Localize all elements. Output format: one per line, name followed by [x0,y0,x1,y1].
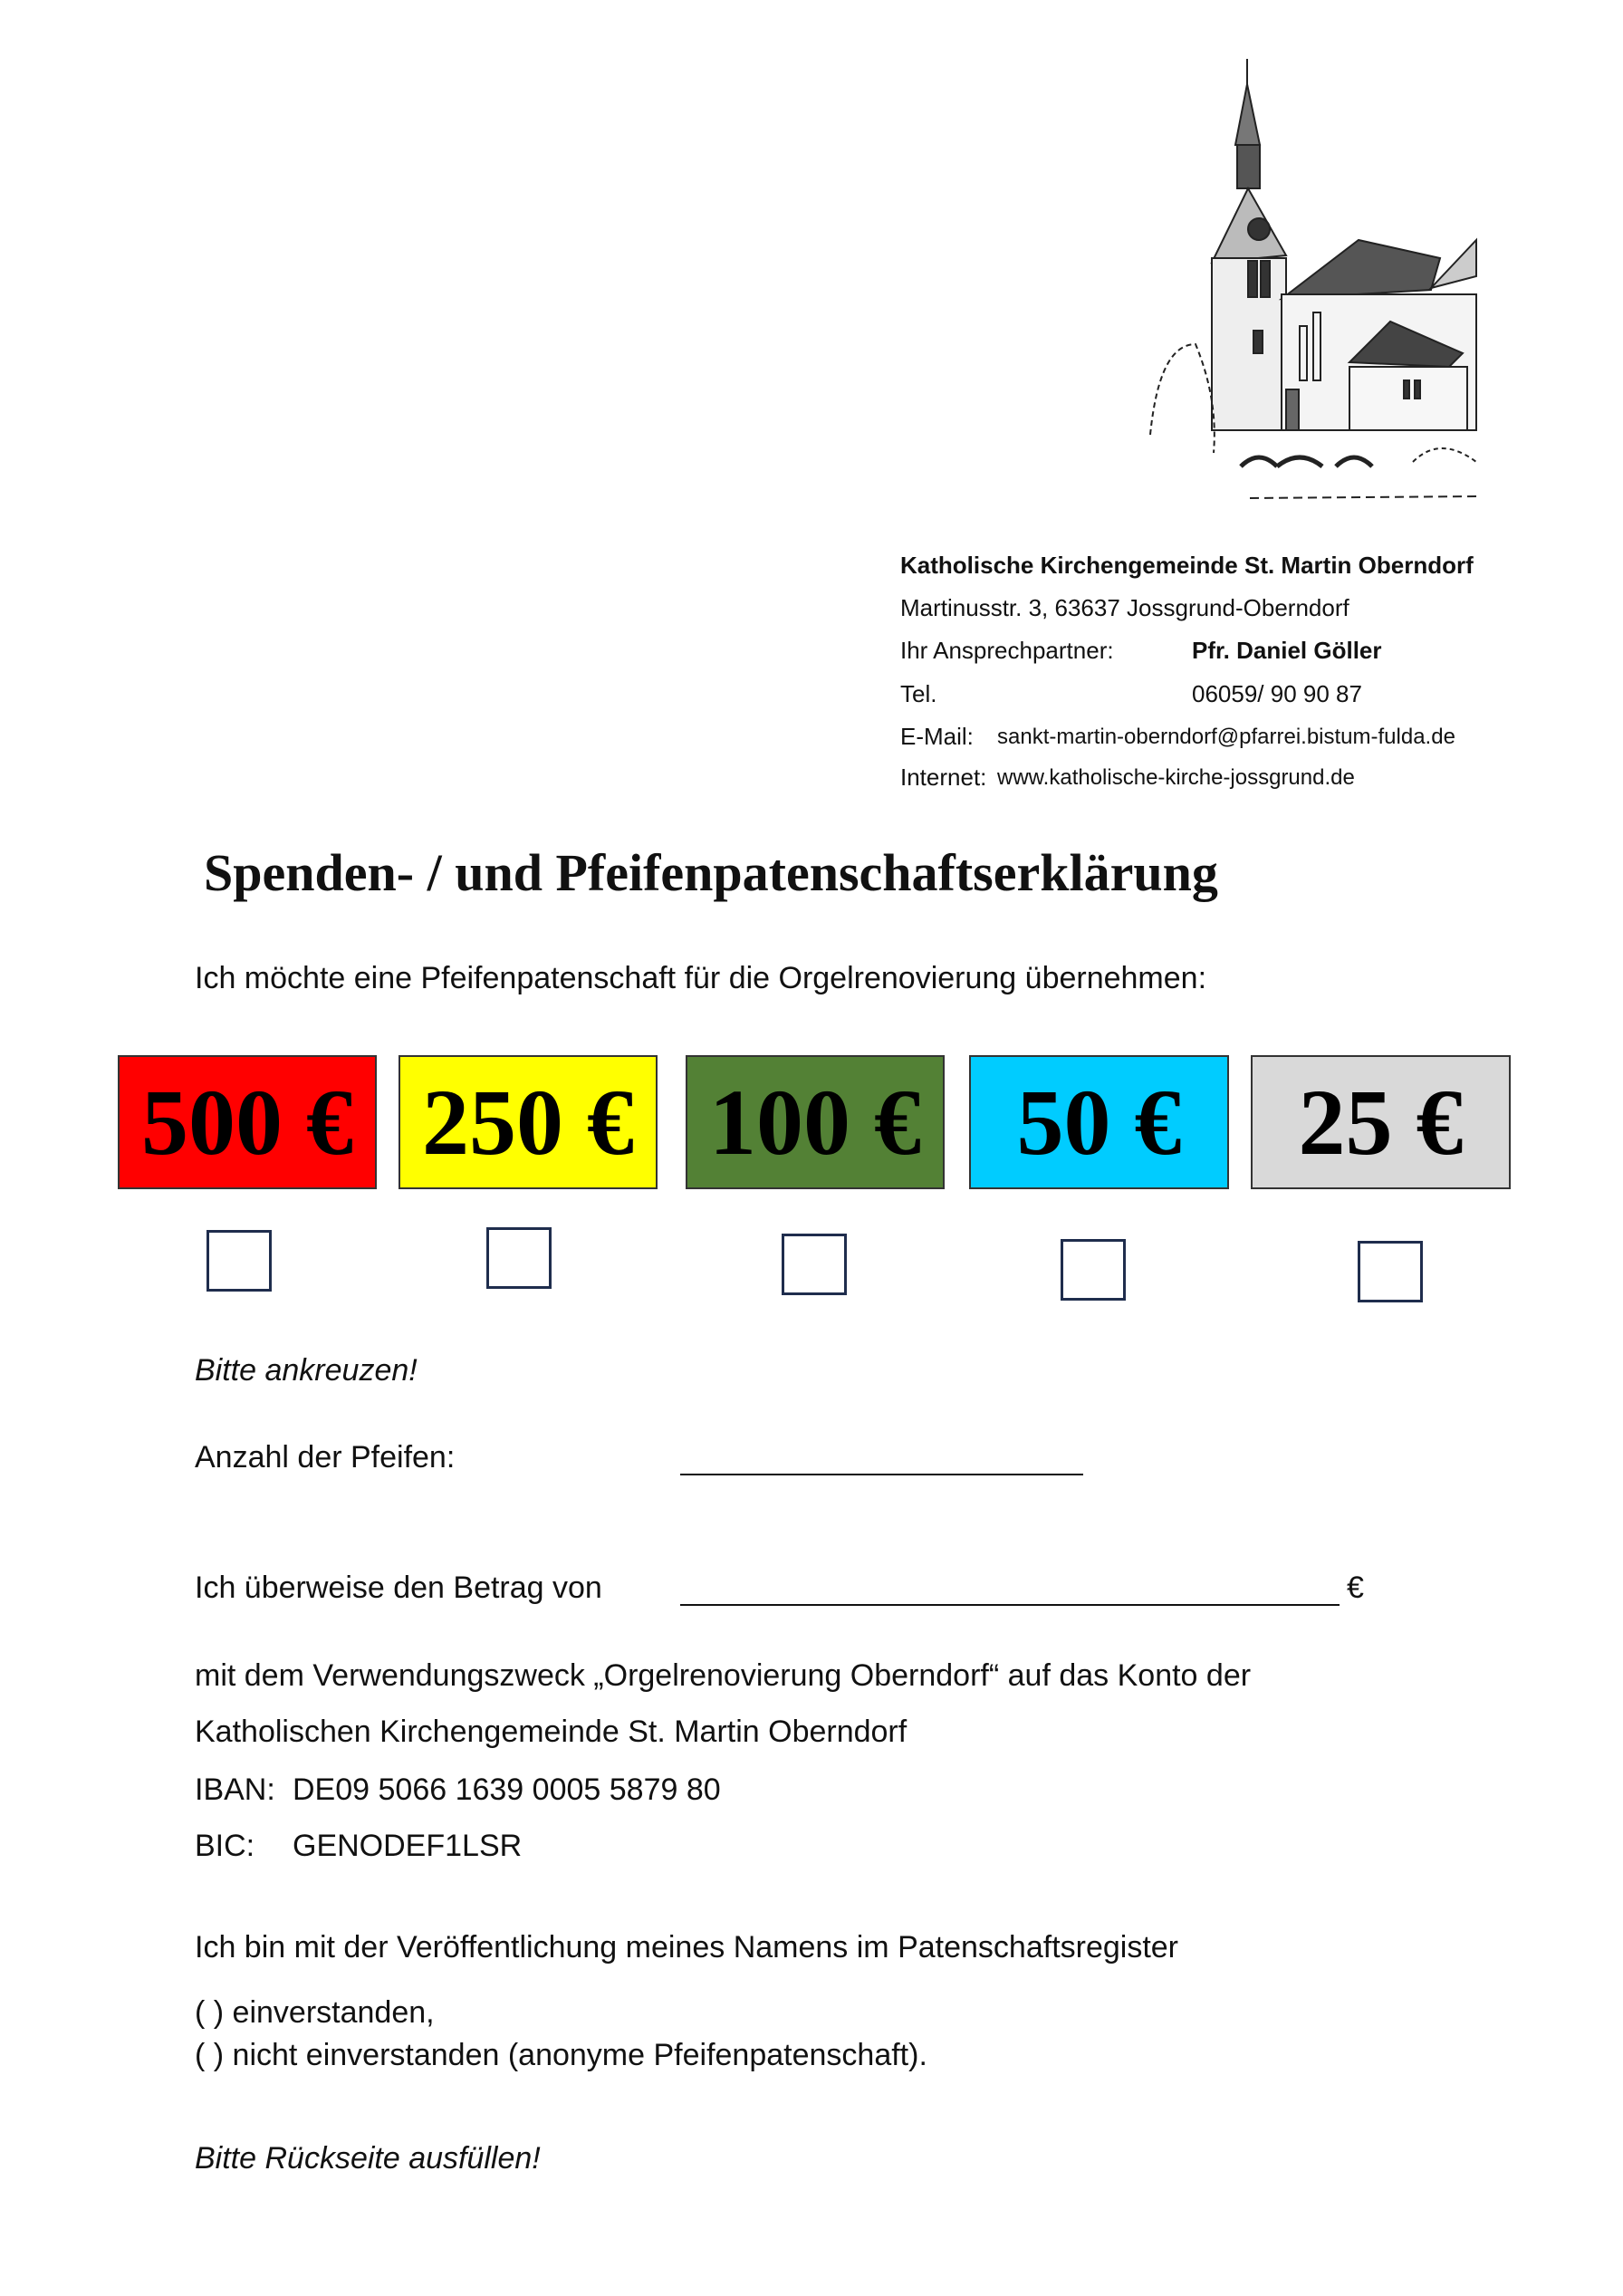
amount-label: Ich überweise den Betrag von [195,1571,602,1605]
tel-value: 06059/ 90 90 87 [1192,680,1362,707]
checkbox-25[interactable] [1358,1241,1423,1302]
checkbox-500[interactable] [206,1230,272,1292]
church-illustration [1141,54,1503,516]
bic-value: GENODEF1LSR [293,1829,523,1863]
email-value[interactable]: sankt-martin-oberndorf@pfarrei.bistum-fulda.de [997,725,1455,749]
purpose-line-1: mit dem Verwendungszweck „Orgelrenovierung Oberndorf“ auf das Konto der [195,1658,1252,1693]
email-label: E-Mail: [900,723,974,750]
pipes-input-line [680,1474,1083,1475]
checkbox-250[interactable] [486,1227,552,1289]
footer-note: Bitte Rückseite ausfüllen! [195,2141,541,2176]
amount-label: 50 € [1016,1070,1182,1175]
check-hint: Bitte ankreuzen! [195,1353,418,1388]
amount-label: 250 € [422,1070,634,1175]
contact-label: Ihr Ansprechpartner: [900,637,1114,664]
address: Martinusstr. 3, 63637 Jossgrund-Oberndorf [900,594,1349,621]
pipes-label: Anzahl der Pfeifen: [195,1440,456,1475]
bic-label: BIC: [195,1829,255,1863]
amount-label: 100 € [709,1070,921,1175]
iban-value: DE09 5066 1639 0005 5879 80 [293,1772,721,1807]
amount-tile-50 [969,1055,1229,1189]
internet-label: Internet: [900,764,987,791]
amount-tile-100 [686,1055,945,1189]
amount-label: 500 € [141,1070,353,1175]
internet-value[interactable]: www.katholische-kirche-jossgrund.de [997,765,1355,790]
checkbox-50[interactable] [1061,1239,1126,1301]
amount-tile-25 [1251,1055,1511,1189]
consent-question: Ich bin mit der Veröffentlichung meines Namens im Patenschaftsregister [195,1930,1179,1965]
consent-yes-option[interactable]: ( ) einverstanden, [195,1995,435,2030]
consent-no-option[interactable]: ( ) nicht einverstanden (anonyme Pfeifenpatenschaft). [195,2038,927,2072]
currency-symbol: € [1347,1571,1364,1605]
amount-tile-250 [399,1055,658,1189]
amount-label: 25 € [1298,1070,1464,1175]
purpose-line-2: Katholischen Kirchengemeinde St. Martin Oberndorf [195,1715,908,1749]
tel-label: Tel. [900,680,937,707]
iban-label: IBAN: [195,1772,275,1807]
contact-name: Pfr. Daniel Göller [1192,637,1382,664]
intro-text: Ich möchte eine Pfeifenpatenschaft für die Orgelrenovierung übernehmen: [195,961,1207,995]
amount-tile-500 [118,1055,377,1189]
page-title: Spenden- / und Pfeifenpatenschaftserklärung [204,843,1218,902]
amount-input-line [680,1604,1340,1606]
organization-name: Katholische Kirchengemeinde St. Martin Oberndorf [900,552,1474,579]
checkbox-100[interactable] [782,1234,847,1295]
